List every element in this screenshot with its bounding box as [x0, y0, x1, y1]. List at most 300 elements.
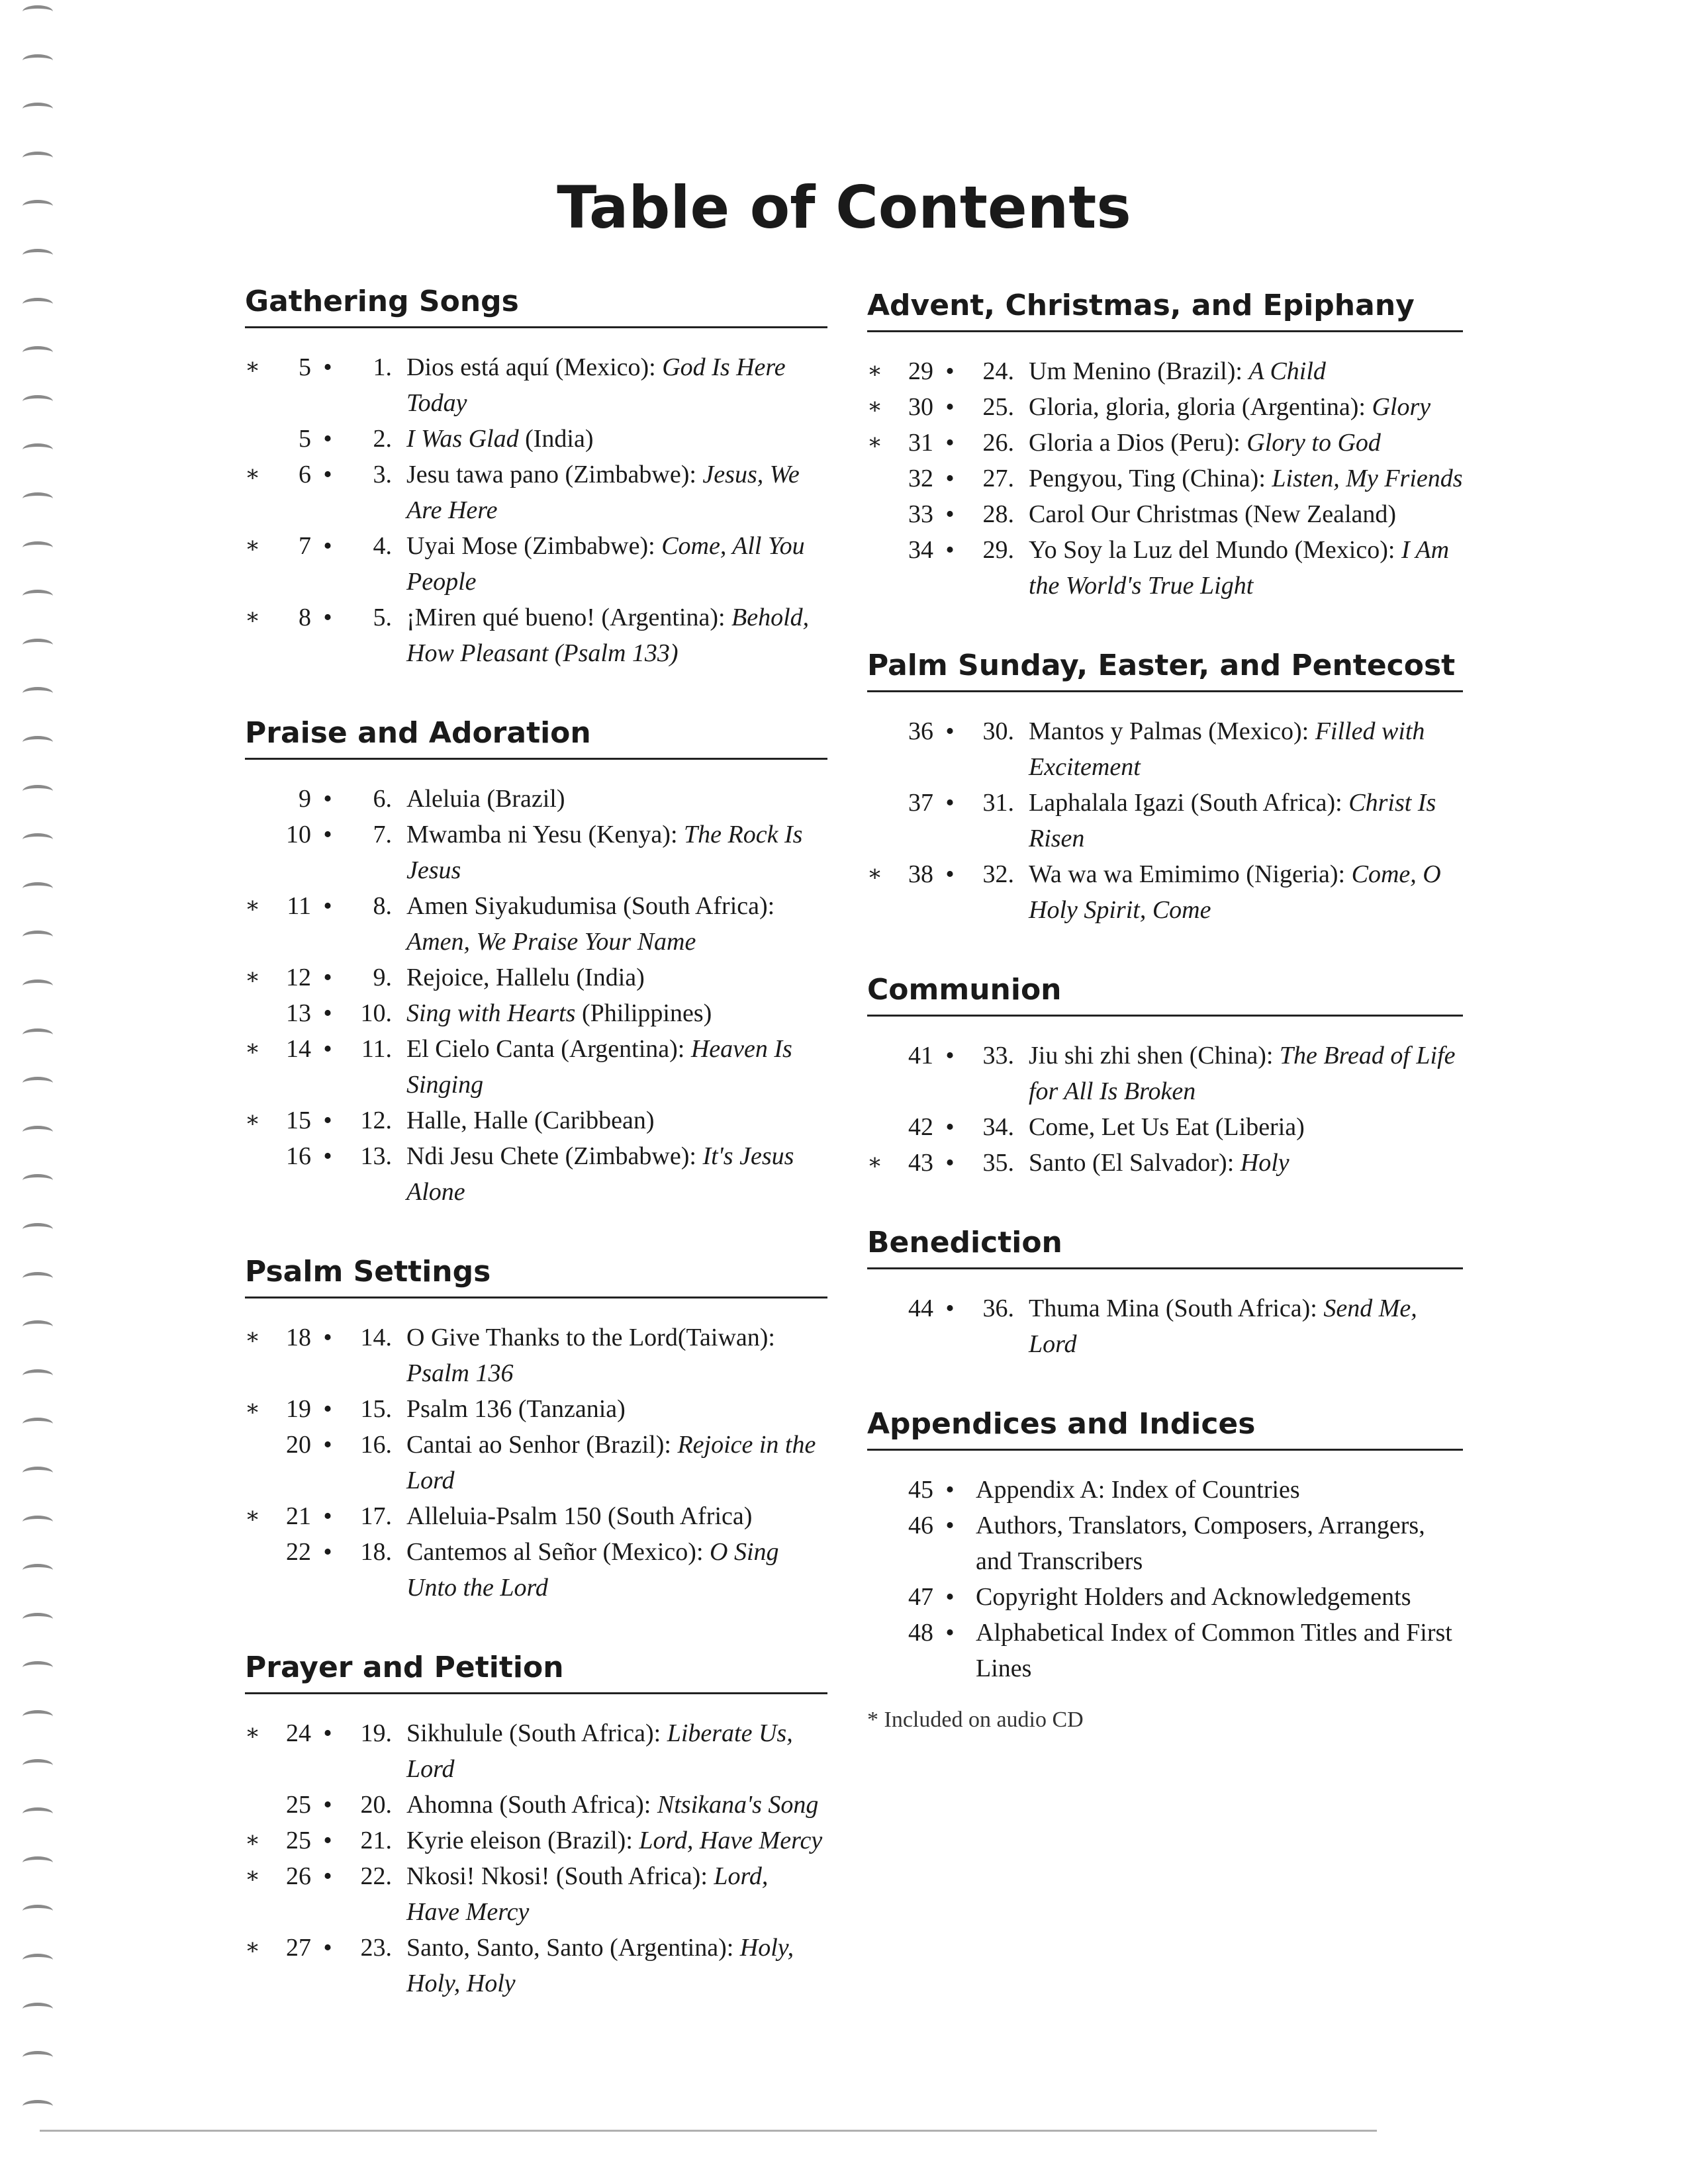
song-original-title: Appendix A: Index of Countries — [976, 1476, 1300, 1504]
song-number: 28. — [982, 500, 1014, 528]
binding-ring — [23, 541, 53, 554]
song-english-title: Send Me, Lord — [1029, 1295, 1417, 1358]
page-number: 44 — [908, 1295, 933, 1322]
bullet-icon: • — [945, 1113, 955, 1141]
binding-ring — [23, 590, 53, 602]
song-english-title: Glory — [1372, 393, 1431, 421]
song-title — [406, 1427, 827, 1498]
page-number: 27 — [286, 1934, 311, 1962]
page-number: 25 — [286, 1827, 311, 1854]
bullet-icon: • — [323, 1719, 332, 1747]
bullet-icon: • — [945, 1476, 955, 1504]
song-title — [406, 1534, 827, 1606]
song-number: 24. — [982, 357, 1014, 385]
toc-entry — [245, 1427, 827, 1498]
song-title — [406, 1391, 827, 1427]
bullet-icon: • — [323, 1502, 332, 1530]
appendix-title — [976, 1508, 1463, 1579]
bullet-icon: • — [323, 999, 332, 1027]
toc-entry — [245, 1930, 827, 2001]
song-title — [406, 1320, 827, 1391]
song-title — [406, 995, 827, 1031]
song-title — [406, 1498, 827, 1534]
spiral-binding — [23, 0, 56, 2184]
appendix-title — [976, 1472, 1463, 1508]
bullet-icon: • — [945, 717, 955, 745]
binding-ring — [23, 1905, 53, 1917]
binding-ring — [23, 103, 53, 115]
page-number: 21 — [286, 1502, 311, 1530]
binding-ring — [23, 687, 53, 700]
bullet-icon: • — [945, 860, 955, 888]
bullet-icon: • — [323, 461, 332, 488]
toc-entry — [867, 389, 1463, 425]
song-english-title: Filled with Excitement — [1029, 717, 1425, 781]
toc-entry — [245, 1391, 827, 1427]
section-gathering-songs — [245, 285, 827, 671]
bullet-icon: • — [945, 357, 955, 385]
bullet-icon: • — [945, 1583, 955, 1611]
song-english-title: Rejoice in the Lord — [406, 1431, 816, 1494]
page-number: 15 — [286, 1107, 311, 1134]
song-number: 23. — [360, 1934, 392, 1962]
binding-ring — [23, 1613, 53, 1625]
binding-ring — [23, 1369, 53, 1382]
song-number: 20. — [360, 1791, 392, 1819]
audio-cd-star-icon: ∗ — [245, 1504, 261, 1528]
song-number: 29. — [982, 536, 1014, 564]
song-title — [406, 1787, 827, 1823]
song-english-title: Lord, Have Mercy — [406, 1862, 769, 1926]
page-number: 20 — [286, 1431, 311, 1459]
binding-ring — [23, 931, 53, 943]
toc-entry — [867, 532, 1463, 604]
bullet-icon: • — [323, 425, 332, 453]
binding-ring — [23, 1954, 53, 1966]
binding-ring — [23, 1807, 53, 1820]
song-original-title: Cantemos al Señor (Mexico): — [406, 1538, 710, 1566]
page-number: 5 — [299, 425, 311, 453]
binding-ring — [23, 5, 53, 18]
toc-entry — [867, 353, 1463, 389]
section-psalm-settings — [245, 1255, 827, 1606]
binding-ring — [23, 1516, 53, 1528]
page-number: 13 — [286, 999, 311, 1027]
song-english-title: Ntsikana's Song — [657, 1791, 819, 1819]
page-number: 19 — [286, 1395, 311, 1423]
audio-cd-star-icon: ∗ — [245, 533, 261, 558]
bullet-icon: • — [323, 1934, 332, 1962]
page-number: 11 — [287, 892, 311, 920]
song-title — [406, 1103, 827, 1138]
page-number: 6 — [299, 461, 311, 488]
footnote: * Included on audio CD — [867, 1707, 1084, 1732]
song-original-title: Pengyou, Ting (China): — [1029, 465, 1272, 492]
song-english-title: Behold, How Pleasant (Psalm 133) — [406, 604, 810, 667]
binding-ring — [23, 785, 53, 797]
song-english-title: Liberate Us, Lord — [406, 1719, 793, 1783]
song-title — [1029, 532, 1463, 604]
song-original-title: Yo Soy la Luz del Mundo (Mexico): — [1029, 536, 1401, 564]
page-number: 33 — [908, 500, 933, 528]
page-number: 29 — [908, 357, 933, 385]
toc-entry — [245, 457, 827, 528]
toc-entry — [245, 1498, 827, 1534]
song-original-title: Jiu shi zhi shen (China): — [1029, 1042, 1280, 1069]
toc-entry — [867, 856, 1463, 928]
section-title: Appendices and Indices — [867, 1407, 1463, 1451]
song-original-title: Wa wa wa Emimimo (Nigeria): — [1029, 860, 1352, 888]
toc-entry — [245, 349, 827, 421]
bullet-icon: • — [945, 536, 955, 564]
toc-entry — [867, 1038, 1463, 1109]
toc-entry — [245, 600, 827, 671]
bullet-icon: • — [945, 1619, 955, 1647]
song-number: 3. — [373, 461, 392, 488]
song-original-title: Come, Let Us Eat (Liberia) — [1029, 1113, 1305, 1141]
song-title — [1029, 1038, 1463, 1109]
toc-entry — [867, 1109, 1463, 1145]
bullet-icon: • — [945, 393, 955, 421]
page-number: 14 — [286, 1035, 311, 1063]
song-original-title: Alleluia-Psalm 150 (South Africa) — [406, 1502, 753, 1530]
binding-ring — [23, 492, 53, 505]
toc-entry — [867, 1145, 1463, 1181]
song-english-title: Listen, My Friends — [1272, 465, 1463, 492]
audio-cd-star-icon: ∗ — [245, 605, 261, 629]
binding-ring — [23, 639, 53, 651]
left-column — [245, 285, 827, 2046]
song-number: 30. — [982, 717, 1014, 745]
binding-ring — [23, 1272, 53, 1285]
binding-ring — [23, 2051, 53, 2064]
page-number: 12 — [286, 964, 311, 991]
song-title — [1029, 1145, 1463, 1181]
song-number: 26. — [982, 429, 1014, 457]
page-number: 26 — [286, 1862, 311, 1890]
audio-cd-star-icon: ∗ — [245, 1864, 261, 1888]
binding-ring — [23, 882, 53, 895]
bullet-icon: • — [323, 892, 332, 920]
page-number: 25 — [286, 1791, 311, 1819]
song-number: 16. — [360, 1431, 392, 1459]
bullet-icon: • — [323, 1324, 332, 1351]
binding-ring — [23, 443, 53, 456]
song-original-title: Sikhulule (South Africa): — [406, 1719, 667, 1747]
song-original-title: ¡Miren qué bueno! (Argentina): — [406, 604, 732, 631]
song-original-title: Dios está aquí (Mexico): — [406, 353, 663, 381]
page-number: 46 — [908, 1512, 933, 1539]
binding-ring — [23, 1467, 53, 1479]
binding-ring — [23, 2003, 53, 2015]
binding-ring — [23, 736, 53, 749]
song-number: 10. — [360, 999, 392, 1027]
page-number: 47 — [908, 1583, 933, 1611]
song-english-title: I Am the World's True Light — [1029, 536, 1450, 600]
song-title — [406, 421, 827, 457]
song-original-title: Kyrie eleison (Brazil): — [406, 1827, 639, 1854]
toc-entry — [245, 888, 827, 960]
section-communion — [867, 973, 1463, 1181]
toc-entry — [245, 1320, 827, 1391]
bullet-icon: • — [323, 1107, 332, 1134]
page-number: 37 — [908, 789, 933, 817]
page-number: 34 — [908, 536, 933, 564]
section-title: Gathering Songs — [245, 285, 827, 328]
binding-ring — [23, 54, 53, 67]
song-english-title: Jesus, We Are Here — [406, 461, 800, 524]
song-english-title: God Is Here Today — [406, 353, 786, 417]
song-number: 35. — [982, 1149, 1014, 1177]
song-original-title: O Give Thanks to the Lord(Taiwan): — [406, 1324, 775, 1351]
song-title — [406, 888, 827, 960]
song-number: 4. — [373, 532, 392, 560]
song-number: 17. — [360, 1502, 392, 1530]
toc-entry — [245, 528, 827, 600]
song-title — [406, 1930, 827, 2001]
toc-entry — [867, 496, 1463, 532]
toc-entry — [245, 1823, 827, 1858]
song-english-title: Come, O Holy Spirit, Come — [1029, 860, 1441, 924]
song-original-title: Mwamba ni Yesu (Kenya): — [406, 821, 684, 848]
page-number: 10 — [286, 821, 311, 848]
toc-entry — [867, 785, 1463, 856]
song-original-title: Psalm 136 (Tanzania) — [406, 1395, 626, 1423]
song-original-title: Nkosi! Nkosi! (South Africa): — [406, 1862, 714, 1890]
audio-cd-star-icon: ∗ — [245, 1721, 261, 1745]
song-original-title: Jesu tawa pano (Zimbabwe): — [406, 461, 703, 488]
appendix-entry — [867, 1615, 1463, 1686]
song-number: 32. — [982, 860, 1014, 888]
page-title: Table of Contents — [557, 173, 1131, 242]
song-number: 25. — [982, 393, 1014, 421]
song-english-title: Psalm 136 — [406, 1359, 514, 1387]
appendix-title — [976, 1579, 1463, 1615]
song-original-title: Um Menino (Brazil): — [1029, 357, 1249, 385]
song-english-title: Lord, Have Mercy — [639, 1827, 823, 1854]
bullet-icon: • — [323, 532, 332, 560]
binding-ring — [23, 1126, 53, 1138]
audio-cd-star-icon: ∗ — [867, 394, 883, 419]
song-original-title: Thuma Mina (South Africa): — [1029, 1295, 1324, 1322]
bullet-icon: • — [323, 353, 332, 381]
bullet-icon: • — [323, 604, 332, 631]
section-appendices-indices — [867, 1407, 1463, 1686]
section-title: Advent, Christmas, and Epiphany — [867, 289, 1463, 332]
audio-cd-star-icon: ∗ — [245, 355, 261, 379]
bullet-icon: • — [323, 1827, 332, 1854]
bullet-icon: • — [323, 785, 332, 813]
bullet-icon: • — [945, 1149, 955, 1177]
binding-ring — [23, 1077, 53, 1089]
bullet-icon: • — [945, 500, 955, 528]
audio-cd-star-icon: ∗ — [245, 1396, 261, 1421]
page-number: 8 — [299, 604, 311, 631]
song-title — [406, 781, 827, 817]
song-origin: (India) — [518, 425, 594, 453]
binding-ring — [23, 1564, 53, 1576]
song-number: 19. — [360, 1719, 392, 1747]
song-original-title: El Cielo Canta (Argentina): — [406, 1035, 691, 1063]
song-english-title: Come, All You People — [406, 532, 805, 596]
audio-cd-star-icon: ∗ — [245, 1325, 261, 1349]
bullet-icon: • — [945, 789, 955, 817]
section-prayer-petition — [245, 1651, 827, 2001]
bullet-icon: • — [945, 1295, 955, 1322]
bullet-icon: • — [323, 1395, 332, 1423]
song-number: 6. — [373, 785, 392, 813]
page-number: 5 — [299, 353, 311, 381]
song-number: 8. — [373, 892, 392, 920]
page-number: 9 — [299, 785, 311, 813]
song-original-title: Halle, Halle (Caribbean) — [406, 1107, 655, 1134]
song-number: 36. — [982, 1295, 1014, 1322]
binding-ring — [23, 1320, 53, 1333]
song-english-title: Amen, We Praise Your Name — [406, 928, 696, 956]
song-english-title: O Sing Unto the Lord — [406, 1538, 779, 1602]
toc-entry — [245, 1715, 827, 1787]
toc-entry — [245, 1787, 827, 1823]
page-number: 42 — [908, 1113, 933, 1141]
right-column — [867, 289, 1463, 1731]
bullet-icon: • — [945, 429, 955, 457]
section-title: Communion — [867, 973, 1463, 1017]
song-english-title: It's Jesus Alone — [406, 1142, 794, 1206]
bullet-icon: • — [323, 1431, 332, 1459]
song-number: 31. — [982, 789, 1014, 817]
song-number: 22. — [360, 1862, 392, 1890]
appendix-entry — [867, 1579, 1463, 1615]
page-number: 32 — [908, 465, 933, 492]
binding-ring — [23, 346, 53, 359]
song-original-title: Carol Our Christmas (New Zealand) — [1029, 500, 1397, 528]
song-number: 18. — [360, 1538, 392, 1566]
audio-cd-star-icon: ∗ — [867, 359, 883, 383]
song-number: 27. — [982, 465, 1014, 492]
song-number: 5. — [373, 604, 392, 631]
page-number: 16 — [286, 1142, 311, 1170]
audio-cd-star-icon: ∗ — [245, 462, 261, 486]
binding-ring — [23, 152, 53, 164]
page-number: 7 — [299, 532, 311, 560]
song-english-title: Heaven Is Singing — [406, 1035, 792, 1099]
binding-ring — [23, 833, 53, 846]
toc-entry — [867, 1291, 1463, 1362]
song-title — [406, 1823, 827, 1858]
page-number: 31 — [908, 429, 933, 457]
song-english-title: Holy, Holy, Holy — [406, 1934, 794, 1997]
song-title — [1029, 389, 1463, 425]
song-english-title: A Child — [1248, 357, 1326, 385]
binding-ring — [23, 395, 53, 408]
song-english-title: The Rock Is Jesus — [406, 821, 803, 884]
song-title — [406, 600, 827, 671]
audio-cd-star-icon: ∗ — [867, 430, 883, 455]
toc-entry — [245, 1138, 827, 1210]
song-title — [1029, 461, 1463, 496]
section-title: Psalm Settings — [245, 1255, 827, 1298]
binding-ring — [23, 1028, 53, 1041]
song-number: 21. — [360, 1827, 392, 1854]
song-number: 9. — [373, 964, 392, 991]
bullet-icon: • — [323, 964, 332, 991]
binding-ring — [23, 2100, 53, 2113]
toc-entry — [245, 995, 827, 1031]
binding-ring — [23, 1856, 53, 1869]
bullet-icon: • — [323, 1538, 332, 1566]
audio-cd-star-icon: ∗ — [245, 965, 261, 989]
song-title — [406, 1138, 827, 1210]
song-number: 1. — [373, 353, 392, 381]
bullet-icon: • — [323, 1862, 332, 1890]
song-original-title: Cantai ao Senhor (Brazil): — [406, 1431, 678, 1459]
bullet-icon: • — [945, 1512, 955, 1539]
song-title — [406, 960, 827, 995]
page-number: 36 — [908, 717, 933, 745]
bullet-icon: • — [323, 1791, 332, 1819]
audio-cd-star-icon: ∗ — [867, 862, 883, 886]
appendix-entry — [867, 1508, 1463, 1579]
song-title — [406, 1858, 827, 1930]
song-english-title: Glory to God — [1246, 429, 1381, 457]
song-title — [1029, 353, 1463, 389]
bullet-icon: • — [323, 821, 332, 848]
audio-cd-star-icon: ∗ — [245, 1036, 261, 1061]
song-original-title: Santo (El Salvador): — [1029, 1149, 1241, 1177]
page-number: 41 — [908, 1042, 933, 1069]
toc-entry — [245, 817, 827, 888]
section-title: Benediction — [867, 1226, 1463, 1269]
binding-ring — [23, 1759, 53, 1772]
bullet-icon: • — [945, 465, 955, 492]
toc-entry — [245, 1534, 827, 1606]
section-palm-sunday-easter-pentecost — [867, 649, 1463, 928]
binding-ring — [23, 1661, 53, 1674]
bullet-icon: • — [323, 1142, 332, 1170]
appendix-title — [976, 1615, 1463, 1686]
song-original-title: Copyright Holders and Acknowledgements — [976, 1583, 1411, 1611]
page-edge-line — [40, 2130, 1377, 2132]
song-title — [1029, 425, 1463, 461]
song-english-title: Sing with Hearts — [406, 999, 576, 1027]
song-title — [1029, 785, 1463, 856]
song-english-title: I Was Glad — [406, 425, 519, 453]
binding-ring — [23, 1710, 53, 1723]
song-title — [406, 457, 827, 528]
song-title — [1029, 496, 1463, 532]
song-original-title: Amen Siyakudumisa (South Africa): — [406, 892, 775, 920]
song-english-title: The Bread of Life for All Is Broken — [1029, 1042, 1456, 1105]
section-advent-christmas-epiphany — [867, 289, 1463, 604]
page-number: 38 — [908, 860, 933, 888]
song-title — [406, 349, 827, 421]
toc-entry — [245, 1858, 827, 1930]
page-number: 18 — [286, 1324, 311, 1351]
song-number: 2. — [373, 425, 392, 453]
song-title — [406, 1031, 827, 1103]
song-title — [1029, 856, 1463, 928]
page-number: 22 — [286, 1538, 311, 1566]
song-english-title: Holy — [1240, 1149, 1289, 1177]
audio-cd-star-icon: ∗ — [245, 1935, 261, 1960]
song-original-title: Laphalala Igazi (South Africa): — [1029, 789, 1349, 817]
song-original-title: Santo, Santo, Santo (Argentina): — [406, 1934, 740, 1962]
song-number: 13. — [360, 1142, 392, 1170]
song-title — [1029, 713, 1463, 785]
song-original-title: Rejoice, Hallelu (India) — [406, 964, 645, 991]
binding-ring — [23, 249, 53, 261]
binding-ring — [23, 1418, 53, 1430]
